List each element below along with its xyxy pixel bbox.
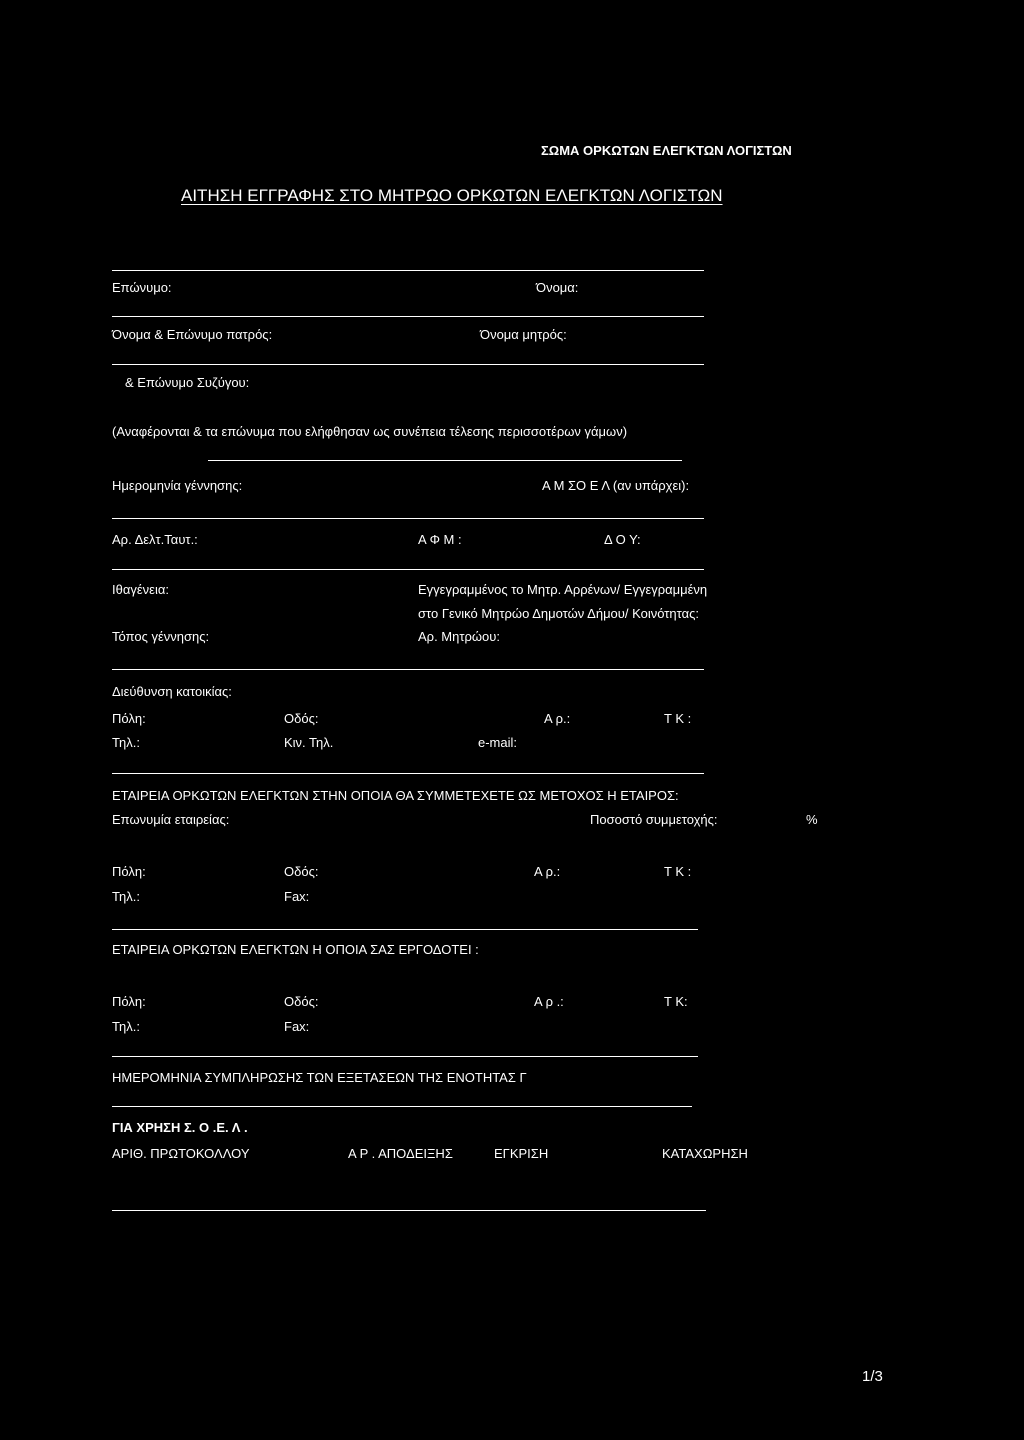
parents-rule xyxy=(112,316,704,317)
partner-postal-label: Τ Κ : xyxy=(664,864,692,879)
partner-fax-label: Fax: xyxy=(284,889,310,904)
doy-label: Δ Ο Υ: xyxy=(604,532,641,547)
residence-number-label: Α ρ.: xyxy=(544,711,571,726)
office-use-heading: ΓΙΑ ΧΡΗΣΗ Σ. Ο .Ε. Λ . xyxy=(112,1120,248,1135)
spouse-rule xyxy=(112,364,704,365)
residence-phone-label: Τηλ.: xyxy=(112,735,140,750)
protocol-number-label: ΑΡΙΘ. ΠΡΩΤΟΚΟΛΛΟΥ xyxy=(112,1146,250,1161)
employer-company-rule xyxy=(112,929,698,930)
mother-name-label: Όνομα μητρός: xyxy=(480,327,567,342)
exam-rule xyxy=(112,1056,698,1057)
nationality-rule xyxy=(112,569,704,570)
residence-city-label: Πόλη: xyxy=(112,711,146,726)
registration-label: ΚΑΤΑΧΩΡΗΣΗ xyxy=(662,1146,748,1161)
amsoel-label: Α Μ ΣΟ Ε Λ (αν υπάρχει): xyxy=(542,478,690,493)
birth-date-rule xyxy=(208,460,682,461)
nationality-label: Ιθαγένεια: xyxy=(112,582,169,597)
organization-name: ΣΩΜΑ ΟΡΚΩΤΩΝ ΕΛΕΓΚΤΩΝ ΛΟΓΙΣΤΩΝ xyxy=(541,143,792,158)
residence-mobile-label: Κιν. Τηλ. xyxy=(284,735,334,750)
partner-company-heading: ΕΤΑΙΡΕΙΑ ΟΡΚΩΤΩΝ ΕΛΕΓΚΤΩΝ ΣΤΗΝ ΟΠΟΙΑ ΘΑ ΣΥΜΜΕΤΕΧΕΤΕ ΩΣ ΜΕΤΟΧΟΣ Η ΕΤΑΙΡΟΣ: xyxy=(112,788,679,803)
office-use-bottom-rule xyxy=(112,1210,706,1211)
employer-phone-label: Τηλ.: xyxy=(112,1019,140,1034)
birth-date-label: Ημερομηνία γέννησης: xyxy=(112,478,243,493)
partner-phone-label: Τηλ.: xyxy=(112,889,140,904)
residence-heading: Διεύθυνση κατοικίας: xyxy=(112,684,232,699)
id-rule xyxy=(112,518,704,519)
partner-street-label: Οδός: xyxy=(284,864,319,879)
partner-company-rule xyxy=(112,773,704,774)
employer-fax-label: Fax: xyxy=(284,1019,310,1034)
birth-place-label: Τόπος γέννησης: xyxy=(112,629,210,644)
employer-street-label: Οδός: xyxy=(284,994,319,1009)
residence-email-label: e-mail: xyxy=(478,735,518,750)
employer-postal-label: Τ Κ: xyxy=(664,994,688,1009)
partner-city-label: Πόλη: xyxy=(112,864,146,879)
registry-line2: στο Γενικό Μητρώο Δημοτών Δήμου/ Κοινότητας: xyxy=(418,606,700,621)
marriage-names-note: (Αναφέρονται & τα επώνυμα που ελήφθησαν ως συνέπεια τέλεσης περισσοτέρων γάμων) xyxy=(112,424,628,439)
partner-company-name-label: Επωνυμία εταιρείας: xyxy=(112,812,230,827)
office-use-rule xyxy=(112,1106,692,1107)
employer-company-heading: ΕΤΑΙΡΕΙΑ ΟΡΚΩΤΩΝ ΕΛΕΓΚΤΩΝ Η ΟΠΟΙΑ ΣΑΣ ΕΡΓΟΔΟΤΕΙ : xyxy=(112,942,479,957)
employer-number-label: Α ρ .: xyxy=(534,994,564,1009)
registry-number-label: Αρ. Μητρώου: xyxy=(418,629,500,644)
document-title: ΑΙΤΗΣΗ ΕΓΓΡΑΦΗΣ ΣΤΟ ΜΗΤΡΩΟ ΟΡΚΩΤΩΝ ΕΛΕΓΚΤΩΝ ΛΟΓΙΣΤΩΝ xyxy=(181,186,723,205)
residence-street-label: Οδός: xyxy=(284,711,319,726)
registry-line1: Εγγεγραμμένος το Μητρ. Αρρένων/ Εγγεγραμμένη xyxy=(418,582,708,597)
residence-rule xyxy=(112,669,704,670)
surname-name-rule xyxy=(112,270,704,271)
percent-sign: % xyxy=(806,812,818,827)
partner-number-label: Α ρ.: xyxy=(534,864,561,879)
residence-postal-label: Τ Κ : xyxy=(664,711,692,726)
employer-city-label: Πόλη: xyxy=(112,994,146,1009)
receipt-number-label: Α Ρ . ΑΠΟΔΕΙΞΗΣ xyxy=(348,1146,453,1161)
exam-completion-label: ΗΜΕΡΟΜΗΝΙΑ ΣΥΜΠΛΗΡΩΣΗΣ ΤΩΝ ΕΞΕΤΑΣΕΩΝ ΤΗΣ ΕΝΟΤΗΤΑΣ Γ xyxy=(112,1070,527,1085)
surname-label: Επώνυμο: xyxy=(112,280,172,295)
father-name-label: Όνομα & Επώνυμο πατρός: xyxy=(112,327,273,342)
afm-label: Α Φ Μ : xyxy=(418,532,462,547)
page-number: 1/3 xyxy=(862,1368,883,1385)
name-label: Όνομα: xyxy=(536,280,579,295)
participation-share-label: Ποσοστό συμμετοχής: xyxy=(590,812,718,827)
spouse-surname-label: & Επώνυμο Συζύγου: xyxy=(125,375,250,390)
id-number-label: Αρ. Δελτ.Ταυτ.: xyxy=(112,532,198,547)
approval-label: ΕΓΚΡΙΣΗ xyxy=(494,1146,549,1161)
